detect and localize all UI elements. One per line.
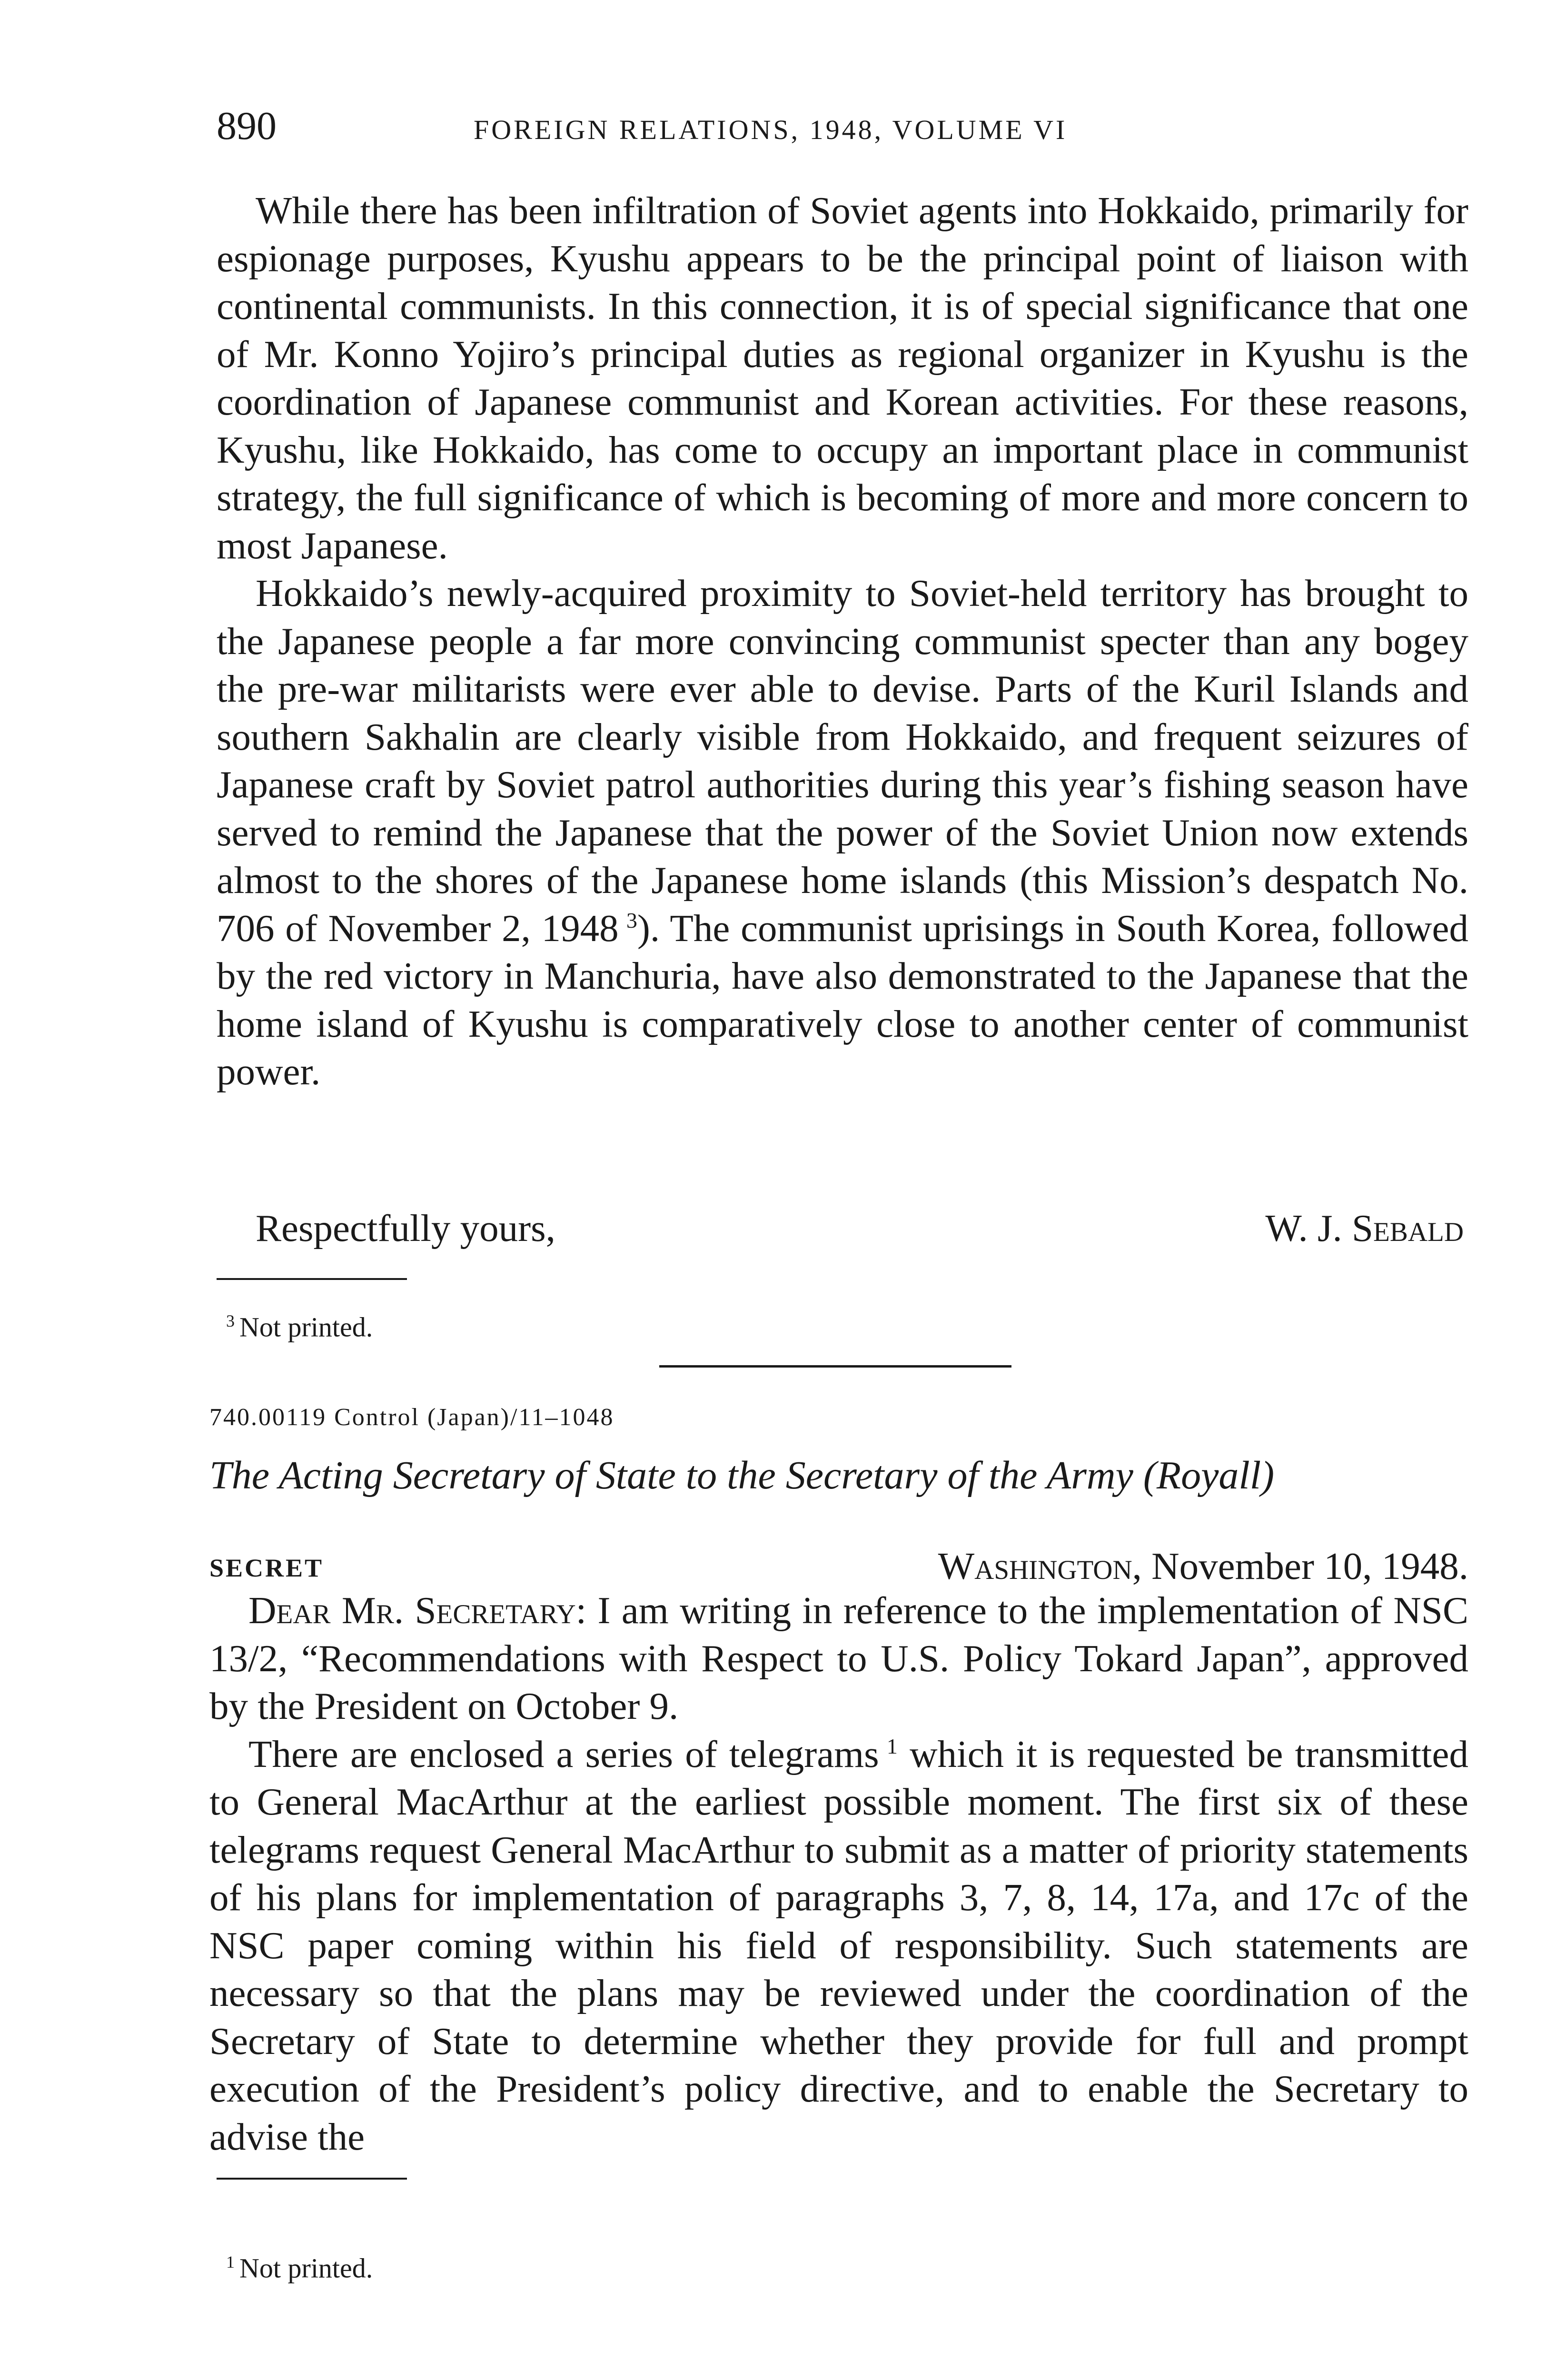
place-and-date [938,1542,1468,1590]
body-paragraph [209,1730,1468,2161]
footnote-divider [217,1278,407,1280]
complimentary-close: Respectfully yours, [256,1207,555,1250]
section-divider [659,1365,1011,1368]
place: Washington [938,1545,1132,1587]
file-number: 740.00119 Control (Japan)/11–1048 [209,1404,614,1431]
paragraph-text: Hokkaido’s newly-acquired proximity to Soviet-held territory has brought to the Japanese people a far more convincing communist specter than any bogey the pre-war militarists were ever able to devise. Parts of the Kuril Islands and southern Sakhalin are clearly visible from Hokkaido, and frequent seizures of Japanese craft by Soviet patrol authorities during this year’s fishing season have served to remind the Japanese that the power of the Soviet Union now extends almost to the shores of the Japanese home islands (this Mission’s despatch No. 706 of November 2, 1948 [217,572,1468,950]
footnote [226,2243,373,2287]
footnote-marker: 3 [226,1311,235,1330]
footnote-divider [217,2178,407,2180]
footnote-reference: 1 [886,1734,898,1758]
paragraph-text: ). The communist uprisings in South Korea, followed by the red victory in Manchuria, have also demonstrated to the Japanese that the home island of Kyushu is comparatively close to another center of communist power. [217,906,1468,1093]
body-paragraph: While there has been infiltration of Soviet agents into Hokkaido, primarily for espionage purposes, Kyushu appears to be the principal point of liaison with continental communists. In this connection, it is of special significance that one of Mr. Konno Yojiro’s principal duties as regional organizer in Kyushu is the coordination of Japanese communist and Korean activities. For these reasons, Kyushu, like Hokkaido, has come to occupy an important place in communist strategy, the full significance of which is becoming of more and more concern to most Japanese. [217,189,1468,567]
salutation: Dear Mr. Secretary [248,1589,576,1632]
signer-initials: W. J. [1265,1207,1342,1250]
paragraph-text: There are enclosed a series of telegrams [248,1732,879,1775]
page-number: 890 [217,104,277,148]
footnote [226,1302,373,1346]
document-heading: The Acting Secretary of State to the Secretary of the Army (Royall) [209,1453,1275,1497]
paragraph-text: which it is requested be transmitted to General MacArthur at the earliest possible moment. The first six of these telegrams request General MacArthur to submit as a matter of priority statements of his plans for implementation of paragraphs 3, 7, 8, 14, 17a, and 17c of the NSC paper coming within his field of responsibility. Such statements are necessary so that the plans may be reviewed under the coordination of the Secretary of State to determine whether they provide for full and prompt execution of the President’s policy directive, and to enable the Secretary to advise the [209,1732,1469,2158]
date: , November 10, 1948. [1132,1545,1468,1587]
footnote-text: Not printed. [239,1311,373,1343]
body-paragraph [217,569,1468,1096]
running-head [217,102,1468,159]
running-title: FOREIGN RELATIONS, 1948, VOLUME VI [474,114,1068,145]
signature-line [217,1204,1468,1257]
letter-body-continued [217,187,1468,1096]
footnote-marker: 1 [226,2252,235,2271]
classification-label: SECRET [209,1554,324,1582]
paragraph-text: : I am writing in reference to the implementation of NSC 13/2, “Recommendations with Respect to U.S. Policy Tokard Japan”, approved by the President on October 9. [209,1589,1468,1727]
letter-body [209,1587,1468,2161]
signature [1265,1204,1464,1252]
body-paragraph [209,1587,1468,1730]
footnote-text: Not printed. [239,2252,373,2284]
signer-surname: Sebald [1351,1207,1464,1250]
footnote-reference: 3 [626,908,637,932]
